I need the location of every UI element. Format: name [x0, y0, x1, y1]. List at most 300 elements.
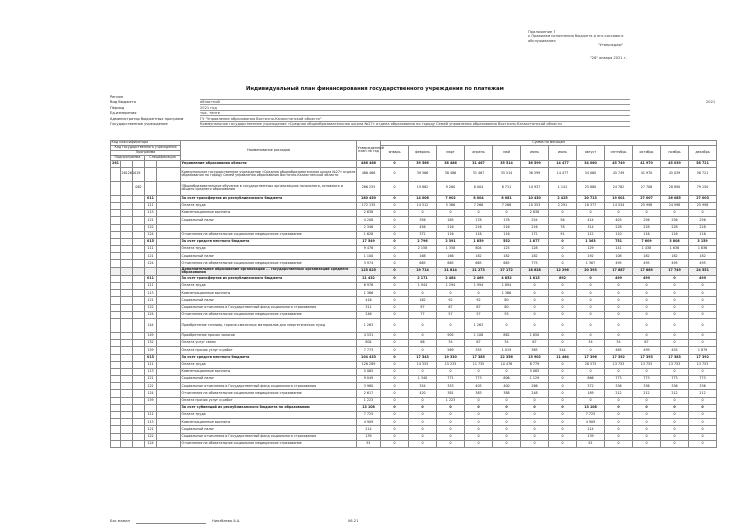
month-cell: 773 [689, 376, 717, 383]
expense-name-cell: Дополнительное образование организации ... государственных организаций среднего образования [181, 267, 357, 275]
month-cell: 495 [689, 260, 717, 267]
month-cell: 0 [633, 311, 661, 318]
total-cell: 804 [357, 340, 381, 347]
code-cell [111, 246, 121, 253]
month-cell: 372 [577, 383, 605, 390]
code-cell [121, 383, 133, 390]
month-cell: 3 808 [661, 238, 689, 245]
month-cell: 0 [549, 290, 577, 297]
month-cell: 0 [633, 297, 661, 304]
code-cell [111, 397, 121, 404]
month-cell: 0 [381, 440, 409, 447]
month-cell: 178 [493, 217, 521, 224]
month-cell: 38 486 [437, 167, 465, 181]
month-cell: 17 385 [465, 354, 493, 361]
month-cell: 0 [633, 440, 661, 447]
month-cell: 0 [493, 318, 521, 332]
month-cell: 26 085 [661, 195, 689, 202]
month-cell: 6 779 [521, 361, 549, 368]
month-cell: 892 [549, 275, 577, 282]
month-cell: 0 [633, 283, 661, 290]
month-cell: 116 [689, 231, 717, 238]
total-cell: 2 617 [357, 390, 381, 397]
code-cell [133, 231, 145, 238]
month-cell: 0 [521, 397, 549, 404]
code-cell [121, 354, 133, 361]
month-cell: 1 294 [437, 283, 465, 290]
document-title: Индивидуальный план финансирования государственного учреждения по платежам [246, 86, 504, 92]
code-cell-extra [157, 354, 181, 361]
total-cell: 286 255 [357, 181, 381, 195]
month-cell: 79 150 [689, 181, 717, 195]
program-header: Программа [111, 150, 181, 155]
month-cell: 0 [381, 275, 409, 282]
table-row [111, 368, 717, 375]
total-cell: 4 909 [357, 419, 381, 426]
month-cell: 0 [689, 311, 717, 318]
code-cell-extra [157, 160, 181, 167]
month-cell: 266 [521, 383, 549, 390]
month-cell: 228 [605, 224, 633, 231]
code-cell [121, 376, 133, 383]
month-cell: 10 353 [521, 202, 549, 209]
code-cell [121, 368, 133, 375]
month-cell: 228 [661, 224, 689, 231]
table-row [111, 160, 717, 167]
month-cell: 0 [521, 283, 549, 290]
month-cell: 0 [549, 368, 577, 375]
month-cell: 0 [549, 397, 577, 404]
month-cell: 0 [577, 304, 605, 311]
month-cell: 80 [493, 304, 521, 311]
code-cell-extra [157, 181, 181, 195]
month-cell: 0 [549, 311, 577, 318]
month-cell: 0 [549, 340, 577, 347]
month-cell: 455 [661, 347, 689, 354]
total-cell: 2 346 [357, 224, 381, 231]
total-cell: 13 108 [357, 404, 381, 411]
month-cell: 0 [605, 210, 633, 217]
month-cell: 17 393 [633, 354, 661, 361]
table-row [111, 181, 717, 195]
month-cell: 45 039 [661, 160, 689, 167]
code-cell [121, 181, 133, 195]
month-header: август [577, 145, 605, 160]
month-cell: 0 [493, 368, 521, 375]
month-cell: 403 [605, 217, 633, 224]
code-cell-extra [157, 412, 181, 419]
expense-name-cell: Социальные отчисления в Государственный фонд социального страхования [181, 383, 357, 390]
total-cell: 6 976 [357, 283, 381, 290]
month-cell: 9 260 [437, 181, 465, 195]
month-cell: 1 438 [633, 246, 661, 253]
month-cell: 0 [409, 347, 437, 354]
month-cell: 0 [409, 412, 437, 419]
expense-name-cell: Коммунальное государственное учреждение «Средняя общеобразовательная школа №27» отдела образования по городу Семей управления образования Восточно-Казахстанской области [181, 167, 357, 181]
month-cell: 2 425 [549, 195, 577, 202]
month-cell: 91 [577, 440, 605, 447]
month-cell: 0 [465, 404, 493, 411]
month-cell: 804 [465, 246, 493, 253]
month-cell: 0 [437, 440, 465, 447]
month-cell: 116 [465, 231, 493, 238]
expense-name-cell: Отчисления на обязательное социальное медицинское страхование [181, 311, 357, 318]
month-cell: 0 [661, 304, 689, 311]
code-cell [121, 267, 133, 275]
month-cell: 353 [437, 383, 465, 390]
month-cell: 116 [661, 231, 689, 238]
code-cell [133, 260, 145, 267]
month-cell: 0 [381, 167, 409, 181]
month-cell: 0 [465, 412, 493, 419]
month-cell: 165 [437, 217, 465, 224]
month-cell: 0 [633, 419, 661, 426]
total-cell: 17 549 [357, 238, 381, 245]
month-cell: 0 [381, 433, 409, 440]
code-cell-extra [157, 202, 181, 209]
month-cell: 57 [437, 311, 465, 318]
month-cell: 0 [521, 433, 549, 440]
code-cell: 121 [145, 376, 157, 383]
month-cell: 0 [605, 311, 633, 318]
code-cell: 122 [145, 383, 157, 390]
month-header: июнь [521, 145, 549, 160]
month-cell: 14 477 [549, 167, 577, 181]
month-cell: 0 [493, 440, 521, 447]
code-cell [121, 318, 133, 332]
code-cell [111, 195, 121, 202]
months-header: Сумма по месяцам [381, 141, 717, 146]
month-cell: 17 383 [661, 354, 689, 361]
month-cell: 0 [549, 332, 577, 339]
month-cell: 39 566 [409, 160, 437, 167]
code-cell [121, 202, 133, 209]
table-row [111, 426, 717, 433]
month-cell: 665 [465, 260, 493, 267]
month-cell: 11 735 [465, 361, 493, 368]
month-cell: 0 [493, 419, 521, 426]
code-cell [111, 376, 121, 383]
month-cell: 0 [381, 390, 409, 397]
month-cell: 7 002 [437, 195, 465, 202]
code-cell-extra [157, 260, 181, 267]
code-cell-extra [157, 404, 181, 411]
code-cell [121, 210, 133, 217]
code-cell [121, 340, 133, 347]
month-cell: 16 628 [521, 267, 549, 275]
month-cell: 182 [493, 253, 521, 260]
month-cell: 248 [521, 390, 549, 397]
table-row [111, 397, 717, 404]
month-cell: 22 356 [493, 354, 521, 361]
expense-name-cell: Социальные отчисления в Государственный фонд социального страхования [181, 433, 357, 440]
month-cell: 1 815 [521, 275, 549, 282]
code-cell-extra [157, 290, 181, 297]
code-cell [121, 160, 133, 167]
subprogram-header: Подпрограмма [111, 155, 145, 160]
month-cell: 0 [661, 433, 689, 440]
month-cell: 0 [605, 404, 633, 411]
code-cell [133, 217, 145, 224]
total-cell: 2 638 [357, 210, 381, 217]
month-cell: 0 [521, 426, 549, 433]
code-cell [111, 275, 121, 282]
month-cell: 0 [661, 397, 689, 404]
month-cell: 25 880 [577, 181, 605, 195]
month-cell: 4 909 [577, 419, 605, 426]
total-cell: 9 049 [357, 376, 381, 383]
month-cell: 28 573 [577, 361, 605, 368]
month-cell: 0 [689, 297, 717, 304]
approval-line: "26" января 2021 г. [590, 55, 627, 60]
code-cell [111, 224, 121, 231]
code-cell [121, 217, 133, 224]
table-row [111, 311, 717, 318]
month-cell: 0 [661, 297, 689, 304]
month-header: сентябрь [605, 145, 633, 160]
month-cell: 216 [437, 224, 465, 231]
code-cell [133, 426, 145, 433]
month-cell: 0 [549, 383, 577, 390]
code-cell [111, 426, 121, 433]
footer-position: Бас маман [110, 519, 130, 523]
code-cell [133, 275, 145, 282]
month-cell: 41 970 [633, 167, 661, 181]
month-cell: 182 [689, 253, 717, 260]
code-cell [121, 347, 133, 354]
month-cell: 1 263 [465, 318, 493, 332]
month-cell: 58 721 [689, 167, 717, 181]
month-cell: 38 486 [437, 160, 465, 167]
month-cell: 13 108 [577, 404, 605, 411]
month-cell: 0 [493, 412, 521, 419]
code-cell [121, 260, 133, 267]
total-cell: 21 432 [357, 275, 381, 282]
month-cell: 67 [521, 340, 549, 347]
info-value: 2021 год [200, 105, 217, 110]
total-cell: 1 263 [357, 318, 381, 332]
month-cell: 0 [521, 440, 549, 447]
month-cell: 0 [577, 275, 605, 282]
month-cell: 552 [493, 238, 521, 245]
month-cell: 2 291 [549, 202, 577, 209]
month-cell: 7 266 [493, 202, 521, 209]
month-cell: 0 [689, 332, 717, 339]
code-cell [111, 297, 121, 304]
code-header: Код классификатора [111, 141, 181, 146]
table-row [111, 383, 717, 390]
month-cell: 0 [633, 397, 661, 404]
code-cell: 113 [145, 419, 157, 426]
info-value: тыс. тенге [200, 111, 220, 116]
month-cell: 1 129 [521, 376, 549, 383]
code-cell [133, 290, 145, 297]
month-cell: 773 [661, 376, 689, 383]
table-row [111, 253, 717, 260]
month-cell: 66 [409, 340, 437, 347]
total-cell: 486 466 [357, 160, 381, 167]
month-cell: 192 [577, 253, 605, 260]
approval-line: обслуживания [528, 38, 556, 43]
financing-table [110, 140, 717, 448]
month-cell: 21 814 [437, 267, 465, 275]
month-cell: 19 330 [437, 354, 465, 361]
month-cell: 862 [493, 332, 521, 339]
month-cell: 0 [661, 275, 689, 282]
month-cell: 0 [689, 412, 717, 419]
month-cell: 0 [577, 368, 605, 375]
month-cell: 58 721 [689, 160, 717, 167]
code-cell: 113 [145, 210, 157, 217]
month-cell: 116 [493, 231, 521, 238]
month-cell: 92 [465, 297, 493, 304]
code-cell: 121 [145, 253, 157, 260]
month-cell: 0 [409, 210, 437, 217]
code-cell [133, 318, 145, 332]
code-cell [111, 304, 121, 311]
code-cell-extra [157, 390, 181, 397]
month-cell: 14 534 [605, 202, 633, 209]
total-cell: 3 960 [357, 383, 381, 390]
code-cell [111, 231, 121, 238]
month-cell: 0 [493, 397, 521, 404]
month-cell: 189 [577, 390, 605, 397]
table-row [111, 217, 717, 224]
month-cell: 36 599 [521, 167, 549, 181]
code-cell [121, 433, 133, 440]
code-cell: 159 [145, 397, 157, 404]
month-cell: 0 [605, 318, 633, 332]
table-row [111, 224, 717, 231]
code-cell-extra [157, 368, 181, 375]
total-header: Утвержденный план на год [357, 141, 381, 161]
month-cell: 0 [437, 368, 465, 375]
month-cell: 20 393 [577, 267, 605, 275]
month-cell: 0 [381, 361, 409, 368]
code-cell [111, 210, 121, 217]
month-cell: 0 [381, 231, 409, 238]
month-cell: 0 [549, 297, 577, 304]
code-cell [111, 311, 121, 318]
total-cell: 246 [357, 311, 381, 318]
month-cell: 0 [689, 419, 717, 426]
month-cell: 1 650 [521, 332, 549, 339]
code-cell: 111 [145, 246, 157, 253]
month-cell: 10 476 [493, 361, 521, 368]
month-cell: 2 796 [409, 238, 437, 245]
code-cell-extra [157, 304, 181, 311]
code-cell [121, 304, 133, 311]
code-cell [133, 361, 145, 368]
code-cell: 149 [145, 332, 157, 339]
code-cell [111, 290, 121, 297]
month-cell: 34 [437, 340, 465, 347]
code-cell [133, 404, 145, 411]
month-cell: 0 [577, 311, 605, 318]
month-cell: 216 [521, 224, 549, 231]
code-cell [133, 340, 145, 347]
month-cell: 0 [549, 440, 577, 447]
code-cell [133, 412, 145, 419]
month-cell: 544 [549, 347, 577, 354]
approval-line: Приложение 7 [528, 30, 556, 34]
code-cell [111, 361, 121, 368]
month-cell: 0 [661, 368, 689, 375]
month-cell: 20 713 [577, 195, 605, 202]
month-cell: 0 [521, 304, 549, 311]
month-cell: 0 [549, 376, 577, 383]
month-cell: 499 [633, 347, 661, 354]
month-cell: 2 158 [409, 246, 437, 253]
expense-name-cell: Управление образования области [181, 160, 357, 167]
month-cell: 0 [493, 404, 521, 411]
table-row [111, 433, 717, 440]
month-cell: 108 [605, 253, 633, 260]
expense-name-cell: Оплата труда [181, 202, 357, 209]
code-cell [133, 210, 145, 217]
month-cell: 0 [661, 340, 689, 347]
code-cell [121, 412, 133, 419]
code-cell [121, 195, 133, 202]
month-cell: 365 [521, 347, 549, 354]
month-cell: 0 [437, 419, 465, 426]
month-cell: 212 [661, 390, 689, 397]
code-cell [111, 332, 121, 339]
month-cell: 0 [381, 383, 409, 390]
code-cell [145, 267, 157, 275]
month-cell: 5 065 [521, 368, 549, 375]
info-label: Период [110, 105, 125, 110]
table-row [111, 440, 717, 447]
total-cell: 104 433 [357, 354, 381, 361]
month-cell: 2 484 [437, 275, 465, 282]
month-cell: 0 [633, 304, 661, 311]
code-cell [111, 267, 121, 275]
expense-name-cell: Социальный налог [181, 426, 357, 433]
code-cell [121, 332, 133, 339]
month-cell: 67 [465, 304, 493, 311]
month-cell: 91 [549, 231, 577, 238]
month-cell: 0 [689, 404, 717, 411]
code-cell [133, 304, 145, 311]
table-row [111, 390, 717, 397]
month-cell: 228 [689, 224, 717, 231]
code-cell: 121 [145, 297, 157, 304]
month-cell: 0 [381, 246, 409, 253]
month-cell: 168 [409, 253, 437, 260]
code-cell-extra [157, 275, 181, 282]
month-cell: 128 [521, 246, 549, 253]
month-cell: 0 [605, 397, 633, 404]
info-label: Администратор бюджетных программ [110, 116, 184, 121]
month-cell: 0 [661, 419, 689, 426]
month-cell: 0 [661, 404, 689, 411]
month-cell: 0 [661, 440, 689, 447]
code-cell [121, 311, 133, 318]
month-cell: 314 [577, 224, 605, 231]
month-cell: 14 512 [409, 202, 437, 209]
table-row [111, 318, 717, 332]
month-cell: 0 [661, 283, 689, 290]
org-header: Код государственного учреждения [111, 145, 181, 150]
month-cell: 214 [577, 426, 605, 433]
month-cell: 0 [437, 433, 465, 440]
month-cell: 336 [605, 383, 633, 390]
month-cell: 0 [661, 210, 689, 217]
code-cell [111, 238, 121, 245]
total-cell: 126 289 [357, 361, 381, 368]
month-cell: 0 [577, 332, 605, 339]
